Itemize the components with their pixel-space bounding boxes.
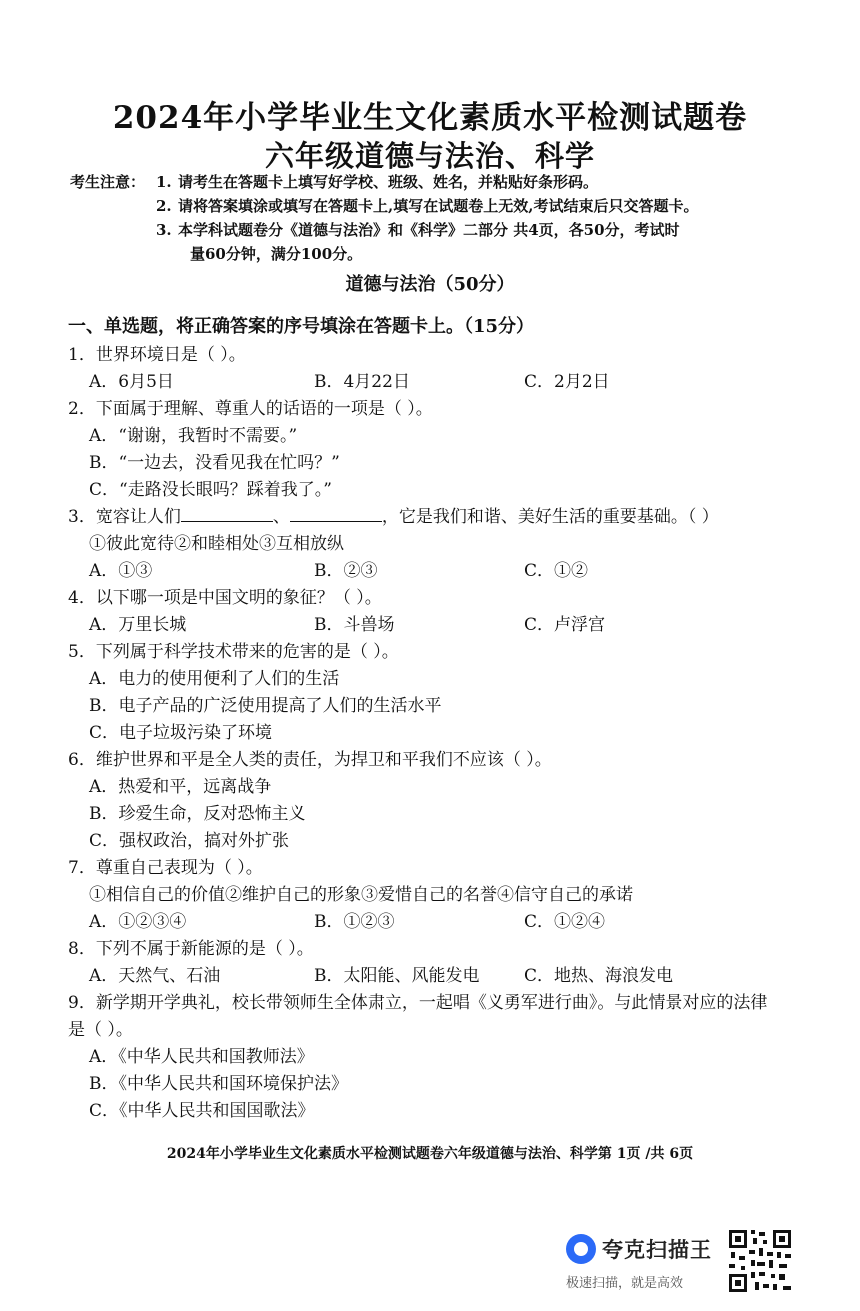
quark-logo-icon	[566, 1234, 596, 1264]
question-7	[68, 855, 808, 936]
option-row	[68, 612, 808, 639]
notice-item-1: 考生注意： 1. 请考生在答题卡上填写好学校、班级、姓名，并粘贴好条形码。	[70, 170, 830, 194]
question-1	[68, 342, 808, 396]
option-b: B．珍爱生命，反对恐怖主义	[89, 804, 306, 824]
option-a: A．天然气、石油	[89, 966, 221, 986]
question-stem: 7．尊重自己表现为（ ）。	[68, 858, 263, 878]
qr-code-icon	[727, 1228, 793, 1294]
notice-item-2: 2. 请将答案填涂或填写在答题卡上,填写在试题卷上无效,考试结束后只交答题卡。	[156, 197, 699, 215]
question-sub-list: ①相信自己的价值②维护自己的形象③爱惜自己的名誉④信守自己的承诺	[89, 885, 633, 905]
option-b: B．②③	[314, 561, 378, 581]
question-list	[68, 342, 808, 1125]
question-9	[68, 990, 808, 1125]
question-6	[68, 747, 808, 855]
option-b: B．4月22日	[314, 372, 410, 392]
option-b: B．斗兽场	[314, 615, 395, 635]
option-a: A．热爱和平，远离战争	[89, 777, 272, 797]
watermark-name: 夸克扫描王	[602, 1238, 712, 1262]
notice-item-3-cont: 量60分钟，满分100分。	[190, 245, 363, 263]
option-b: B．太阳能、风能发电	[314, 966, 480, 986]
question-stem: 5．下列属于科学技术带来的危害的是（ ）。	[68, 642, 399, 662]
answer-blank	[181, 505, 273, 522]
notice-item-3: 3. 本学科试题卷分《道德与法治》和《科学》二部分 共4页，各50分，考试时	[156, 221, 680, 239]
question-5	[68, 639, 808, 747]
subject-heading: 道德与法治（50分）	[345, 274, 515, 295]
section-title: 一、单选题，将正确答案的序号填涂在答题卡上。（15分）	[68, 316, 535, 337]
option-c: C．①②④	[524, 912, 606, 932]
option-c: C．①②	[524, 561, 589, 581]
question-3	[68, 504, 808, 585]
notice-lead: 考生注意：	[70, 173, 146, 191]
option-b: B．电子产品的广泛使用提高了人们的生活水平	[89, 696, 442, 716]
option-a: A．电力的使用便利了人们的生活	[89, 669, 340, 689]
option-c: C．地热、海浪发电	[524, 966, 674, 986]
option-a: A．万里长城	[89, 615, 187, 635]
question-stem: 8．下列不属于新能源的是（ ）。	[68, 939, 314, 959]
option-a: A．①③	[89, 561, 153, 581]
question-8	[68, 936, 808, 990]
question-stem-cont: 是（ ）。	[68, 1020, 133, 1040]
candidate-notice	[70, 170, 830, 266]
exam-title: 2024年小学毕业生文化素质水平检测试题卷	[112, 100, 748, 136]
option-row	[68, 909, 808, 936]
question-stem: 2．下面属于理解、尊重人的话语的一项是（ ）。	[68, 399, 433, 419]
question-4	[68, 585, 808, 639]
option-c: C．电子垃圾污染了环境	[89, 723, 273, 743]
option-b: B．①②③	[314, 912, 395, 932]
scanner-watermark	[566, 1226, 726, 1296]
option-c: C．“走路没长眼吗？踩着我了。”	[89, 480, 332, 500]
option-b: B．“一边去，没看见我在忙吗？”	[89, 453, 340, 473]
question-sub-list: ①彼此宽待②和睦相处③互相放纵	[89, 534, 344, 554]
option-c: C．《中华人民共和国国歌法》	[89, 1101, 315, 1121]
question-stem: 6．维护世界和平是全人类的责任，为捍卫和平我们不应该（ ）。	[68, 750, 552, 770]
question-stem: 1．世界环境日是（ ）。	[68, 345, 246, 365]
option-a: A．“谢谢，我暂时不需要。”	[89, 426, 298, 446]
option-a: A．《中华人民共和国教师法》	[89, 1047, 314, 1067]
option-c: C．2月2日	[524, 372, 610, 392]
option-a: A．①②③④	[89, 912, 187, 932]
exam-subtitle: 六年级道德与法治、科学	[264, 139, 595, 173]
option-row	[68, 369, 808, 396]
watermark-slogan: 极速扫描，就是高效	[566, 1276, 684, 1291]
option-c: C．卢浮宫	[524, 615, 606, 635]
option-row	[68, 558, 808, 585]
answer-blank	[290, 505, 382, 522]
question-stem: 4．以下哪一项是中国文明的象征？（ ）。	[68, 588, 382, 608]
page-footer: 2024年小学毕业生文化素质水平检测试题卷六年级道德与法治、科学第 1页 /共 6页	[166, 1146, 694, 1162]
question-2	[68, 396, 808, 504]
option-row	[68, 963, 808, 990]
option-a: A．6月5日	[89, 372, 174, 392]
option-c: C．强权政治，搞对外扩张	[89, 831, 290, 851]
question-stem: 3．宽容让人们 、 ，它是我们和谐、美好生活的重要基础。（ ）	[68, 507, 719, 527]
question-stem: 9．新学期开学典礼，校长带领师生全体肃立，一起唱《义勇军进行曲》。与此情景对应的法律	[68, 993, 768, 1013]
option-b: B．《中华人民共和国环境保护法》	[89, 1074, 348, 1094]
